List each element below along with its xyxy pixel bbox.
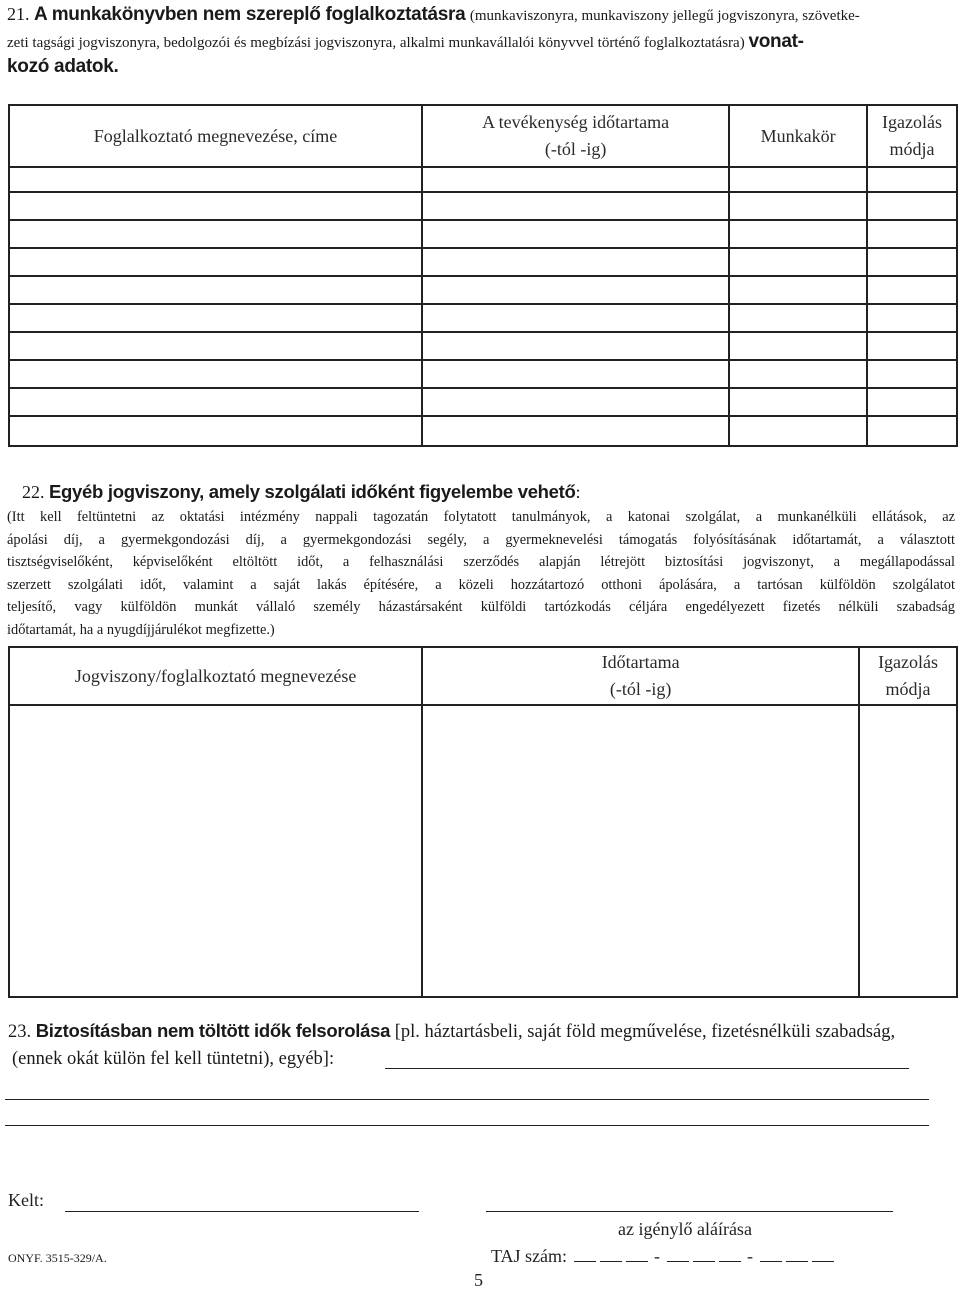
section-21-heading-line2 [7, 30, 955, 55]
section-22-description [7, 506, 955, 642]
col-proof-method: Igazolás módja [867, 105, 957, 167]
taj-digit-blank[interactable] [667, 1247, 689, 1262]
table-row [9, 332, 957, 360]
cell-duration[interactable] [422, 416, 729, 446]
cell-employer[interactable] [9, 248, 422, 276]
section-21-title: A munkakönyvben nem szereplő foglalkoztatásra [34, 4, 466, 25]
table-row [9, 416, 957, 446]
taj-digit-blank[interactable] [626, 1247, 648, 1262]
cell-employer[interactable] [9, 192, 422, 220]
employment-table [8, 104, 958, 447]
taj-digit-blank[interactable] [693, 1247, 715, 1262]
section-23-examples: [pl. háztartásbeli, saját föld megművelése, fizetésnélküli szabadság, [394, 1022, 896, 1042]
cell-employer[interactable] [9, 276, 422, 304]
cell-job[interactable] [729, 416, 867, 446]
cell-proof[interactable] [867, 220, 957, 248]
cell-duration[interactable] [422, 192, 729, 220]
description-line: ápolási díj, a gyermekgondozási díj, a gyermekgondozási segély, a gyermeknevelési támogatás folyósításának időtartamát, a választott [7, 531, 955, 548]
description-line: tisztségviselőként, képviselőként eltöltött időt, a felhasználási szerződés alapján létrejött biztosítási jogviszonyt, a megállapodással [7, 554, 955, 571]
section-23-reason-text: (ennek okát külön fel kell tüntetni), egyéb]: [12, 1049, 335, 1069]
cell-job[interactable] [729, 248, 867, 276]
cell-proof[interactable] [867, 192, 957, 220]
cell-proof[interactable] [867, 332, 957, 360]
other-relationship-table [8, 646, 958, 998]
section-22-heading [22, 480, 581, 504]
signature-line[interactable] [486, 1211, 893, 1212]
section-21-tail-a: vonat- [748, 31, 804, 52]
cell-proof[interactable] [867, 304, 957, 332]
taj-label: TAJ szám: [491, 1246, 568, 1266]
cell-relationship[interactable] [9, 705, 422, 997]
cell-proof[interactable] [867, 248, 957, 276]
cell-proof[interactable] [867, 276, 957, 304]
section-22-colon: : [575, 482, 581, 502]
cell-duration[interactable] [422, 332, 729, 360]
cell-employer[interactable] [9, 332, 422, 360]
cell-job[interactable] [729, 276, 867, 304]
table-row [9, 360, 957, 388]
table-row [9, 220, 957, 248]
col-job-title: Munkakör [729, 105, 867, 167]
section-21-heading-line3 [7, 56, 118, 78]
cell-proof[interactable] [859, 705, 957, 997]
cell-proof[interactable] [867, 167, 957, 192]
table-row [9, 192, 957, 220]
section-21-paren-2: zeti tagsági jogviszonyra, bedolgozói és megbízási jogviszonyra, alkalmi munkavállalói könyvvel történő foglalkoztatásra) [7, 35, 745, 51]
cell-duration[interactable] [422, 220, 729, 248]
description-line: teljesítő, vagy külföldön munkát vállaló személy házastársaként külföldi tartózkodás céljára engedélyezett fizetés nélküli szabadság [7, 599, 955, 616]
table-row [9, 705, 957, 997]
taj-number-field [491, 1246, 836, 1267]
cell-job[interactable] [729, 167, 867, 192]
taj-digit-blank[interactable] [760, 1247, 782, 1262]
taj-digit-blank[interactable] [812, 1247, 834, 1262]
cell-job[interactable] [729, 332, 867, 360]
taj-digit-blank[interactable] [786, 1247, 808, 1262]
taj-digit-blank[interactable] [600, 1247, 622, 1262]
cell-duration[interactable] [422, 276, 729, 304]
description-line: szerzett szolgálati időt, valamint a saját lakás építésére, a közeli hozzátartozó otthoni ápolására, a tartósan külföldön szolgálatot [7, 576, 955, 593]
kelt-label: Kelt: [8, 1190, 44, 1210]
col-proof-method: Igazolás módja [859, 647, 957, 705]
table-row [9, 388, 957, 416]
section-23-title: Biztosításban nem töltött idők felsorolása [35, 1020, 391, 1041]
section-23-heading [8, 1018, 895, 1045]
section-22-title: Egyéb jogviszony, amely szolgálati időként figyelembe vehető [49, 481, 576, 502]
section-21-paren-1: (munkaviszonyra, munkaviszony jellegű jogviszonyra, szövetke- [469, 8, 860, 24]
col-relationship-name: Jogviszony/foglalkoztató megnevezése [9, 647, 422, 705]
section-22-number: 22. [22, 482, 45, 502]
col-period: Időtartama (-tól -ig) [422, 647, 859, 705]
section-21-heading [7, 2, 955, 28]
other-relationship-table-header [9, 647, 957, 705]
cell-duration[interactable] [422, 167, 729, 192]
col-duration: A tevékenység időtartama (-tól -ig) [422, 105, 729, 167]
cell-employer[interactable] [9, 388, 422, 416]
taj-digit-blank[interactable] [574, 1247, 596, 1262]
answer-line-2[interactable] [5, 1099, 929, 1100]
cell-proof[interactable] [867, 416, 957, 446]
cell-period[interactable] [422, 705, 859, 997]
cell-duration[interactable] [422, 304, 729, 332]
cell-job[interactable] [729, 360, 867, 388]
cell-job[interactable] [729, 304, 867, 332]
signature-caption: az igénylő aláírása [618, 1219, 752, 1239]
cell-job[interactable] [729, 220, 867, 248]
description-line: időtartamát, ha a nyugdíjjárulékot megfizette.) [7, 621, 275, 638]
cell-employer[interactable] [9, 416, 422, 446]
cell-duration[interactable] [422, 248, 729, 276]
form-code: ONYF. 3515-329/A. [8, 1251, 107, 1265]
table-row [9, 167, 957, 192]
table-row [9, 276, 957, 304]
taj-separator: - [747, 1246, 754, 1266]
page-number: 5 [474, 1270, 483, 1290]
cell-proof[interactable] [867, 360, 957, 388]
taj-separator: - [654, 1246, 661, 1266]
section-21-tail-b: kozó adatok. [7, 56, 119, 77]
cell-job[interactable] [729, 192, 867, 220]
cell-duration[interactable] [422, 388, 729, 416]
cell-employer[interactable] [9, 220, 422, 248]
answer-line-3[interactable] [5, 1125, 929, 1126]
cell-employer[interactable] [9, 304, 422, 332]
cell-proof[interactable] [867, 388, 957, 416]
section-23-number: 23. [8, 1022, 32, 1042]
cell-job[interactable] [729, 388, 867, 416]
answer-line-1[interactable] [385, 1068, 909, 1069]
section-23-line2 [12, 1046, 334, 1072]
cell-duration[interactable] [422, 360, 729, 388]
col-employer-name: Foglalkoztató megnevezése, címe [9, 105, 422, 167]
description-line: (Itt kell feltüntetni az oktatási intézmény nappali tagozatán folytatott tanulmányok, a katonai szolgálat, a munkanélküli ellátások, az [7, 509, 955, 525]
section-21-number: 21. [7, 4, 30, 24]
date-place-line[interactable] [65, 1211, 419, 1212]
employment-table-header [9, 105, 957, 167]
taj-digit-blank[interactable] [719, 1247, 741, 1262]
cell-employer[interactable] [9, 360, 422, 388]
table-row [9, 304, 957, 332]
table-row [9, 248, 957, 276]
cell-employer[interactable] [9, 167, 422, 192]
